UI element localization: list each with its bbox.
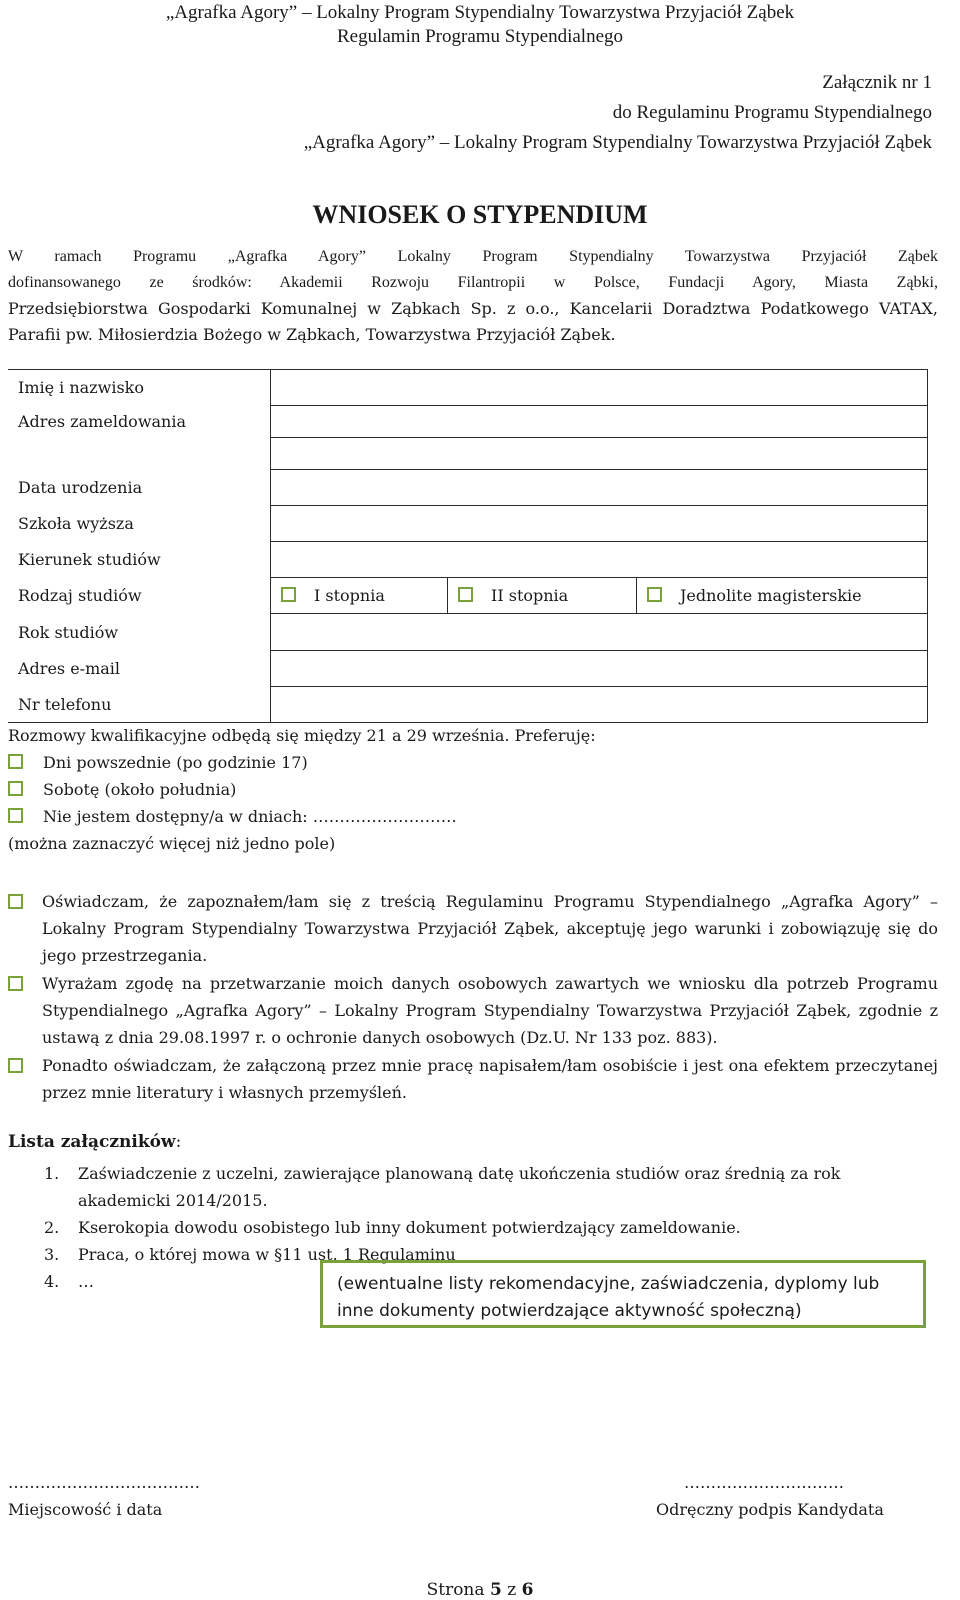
study-type-option-1[interactable] — [271, 578, 448, 614]
checkbox-icon[interactable] — [647, 587, 662, 602]
checkbox-icon[interactable] — [8, 781, 23, 796]
checkbox-icon[interactable] — [458, 587, 473, 602]
page-current: 5 — [489, 1580, 502, 1600]
attachments-heading — [8, 1132, 181, 1152]
email-label: Adres e-mail — [8, 651, 271, 687]
page-prefix: Strona — [426, 1580, 485, 1600]
phone-label: Nr telefonu — [8, 687, 271, 723]
checkbox-icon[interactable] — [8, 976, 23, 991]
declaration-text: Oświadczam, że zapoznałem/łam się z treścią Regulaminu Programu Stypendialnego „Agrafka Agory” – Lokalny Program Stypendialny Towarzystwa Przyjaciół Ząbek, akceptuję jego warunki i zobowiązuję się do jego przestrzegania. — [42, 892, 938, 965]
place-date-dots: ……………………………… — [8, 1473, 200, 1492]
document-header-subtitle: Regulamin Programu Stypendialnego — [336, 26, 623, 47]
interview-note: (można zaznaczyć więcej niż jedno pole) — [8, 834, 336, 853]
interview-option-unavailable[interactable] — [8, 807, 457, 826]
list-item-text: Zaświadczenie z uczelni, zawierające planowaną datę ukończenia studiów oraz średnią za rok akademicki 2014/2015. — [78, 1164, 841, 1210]
interview-option-label: Nie jestem dostępny/a w dniach: ……………………… — [43, 807, 457, 826]
study-type-option-3[interactable] — [637, 578, 928, 614]
school-field[interactable] — [271, 506, 928, 542]
list-item-number: 3. — [44, 1245, 60, 1264]
study-type-option-label: Jednolite magisterskie — [680, 586, 862, 605]
list-item — [44, 1160, 904, 1214]
attachment-program: „Agrafka Agory” – Lokalny Program Stypendialny Towarzystwa Przyjaciół Ząbek — [303, 132, 932, 153]
page-title: WNIOSEK O STYPENDIUM — [312, 200, 648, 229]
list-item-number: 1. — [44, 1164, 60, 1183]
checkbox-icon[interactable] — [8, 808, 23, 823]
study-type-option-label: I stopnia — [314, 586, 385, 605]
declaration-text: Wyrażam zgodę na przetwarzanie moich danych osobowych zawartych we wniosku dla potrzeb Programu Stypendialnego „Agrafka Agory” – Lokalny Program Stypendialny Towarzystwa Przyjaciół Ząbek, zgodnie z ustawą z dnia 29.08.1997 r. o ochronie danych osobowych (Dz.U. Nr 133 poz. 883). — [42, 974, 938, 1047]
email-field[interactable] — [271, 651, 928, 687]
declaration-text: Ponadto oświadczam, że załączoną przez mnie pracę napisałem/łam osobiście i jest ona efektem przeczytanej przez mnie literatury i własnych przemyśleń. — [42, 1056, 938, 1102]
intro-line: Przedsiębiorstwa Gospodarki Komunalnej w Ząbkach Sp. z o.o., Kancelarii Doradztwa Podatkowego VATAX, — [8, 299, 938, 318]
birth-date-label: Data urodzenia — [8, 470, 271, 506]
page-total: 6 — [521, 1580, 534, 1600]
attachments-note-box: (ewentualne listy rekomendacyjne, zaświadczenia, dyplomy lub inne dokumenty potwierdzające aktywność społeczną) — [320, 1260, 926, 1328]
application-form-table — [8, 369, 928, 723]
checkbox-icon[interactable] — [281, 587, 296, 602]
interview-option-weekdays[interactable] — [8, 753, 308, 772]
name-field[interactable] — [271, 370, 928, 406]
document-header-title: „Agrafka Agory” – Lokalny Program Stypendialny Towarzystwa Przyjaciół Ząbek — [165, 2, 795, 23]
checkbox-icon[interactable] — [8, 1058, 23, 1073]
intro-line: dofinansowanego ze środków: Akademii Rozwoju Filantropii w Polsce, Fundacji Agory, Miasta Ząbki, — [8, 274, 938, 291]
study-type-option-label: II stopnia — [491, 586, 569, 605]
intro-line: W ramach Programu „Agrafka Agory” Lokalny Program Stypendialny Towarzystwa Przyjaciół Ząbek — [8, 248, 938, 265]
attachments-title-colon: : — [175, 1132, 182, 1152]
field-of-study-field[interactable] — [271, 542, 928, 578]
attachments-title: Lista załączników — [8, 1132, 176, 1152]
birth-date-field[interactable] — [271, 470, 928, 506]
list-item-text: … — [78, 1272, 94, 1291]
name-label: Imię i nazwisko — [8, 370, 271, 406]
intro-paragraph — [8, 244, 938, 348]
study-type-option-2[interactable] — [448, 578, 637, 614]
address-field-line2[interactable] — [271, 438, 928, 470]
school-label: Szkoła wyższa — [8, 506, 271, 542]
interview-intro: Rozmowy kwalifikacyjne odbędą się między 21 a 29 września. Preferuję: — [8, 726, 596, 745]
checkbox-icon[interactable] — [8, 754, 23, 769]
list-item-number: 2. — [44, 1218, 60, 1237]
signature-dots: ………………………… — [684, 1473, 844, 1492]
study-year-field[interactable] — [271, 614, 928, 651]
study-year-label: Rok studiów — [8, 614, 271, 651]
interview-option-label: Dni powszednie (po godzinie 17) — [43, 753, 308, 772]
interview-option-saturday[interactable] — [8, 780, 236, 799]
phone-field[interactable] — [271, 687, 928, 723]
page-number — [0, 1580, 960, 1600]
list-item-number: 4. — [44, 1272, 60, 1291]
address-label: Adres zameldowania — [8, 406, 271, 438]
place-date-label: Miejscowość i data — [8, 1500, 163, 1519]
page-separator: z — [507, 1580, 517, 1600]
list-item — [44, 1214, 904, 1241]
study-type-label: Rodzaj studiów — [8, 578, 271, 614]
list-item-text: Kserokopia dowodu osobistego lub inny dokument potwierdzający zameldowanie. — [78, 1218, 741, 1237]
declaration-data-processing — [8, 970, 938, 1051]
field-of-study-label: Kierunek studiów — [8, 542, 271, 578]
declaration-authorship — [8, 1052, 938, 1106]
attachment-number: Załącznik nr 1 — [822, 72, 932, 93]
checkbox-icon[interactable] — [8, 894, 23, 909]
address-label-spacer — [8, 438, 271, 470]
address-field-line1[interactable] — [271, 406, 928, 438]
declaration-regulations — [8, 888, 938, 969]
interview-option-label: Sobotę (około południa) — [43, 780, 237, 799]
signature-label: Odręczny podpis Kandydata — [656, 1500, 884, 1519]
intro-line: Parafii pw. Miłosierdzia Bożego w Ząbkach, Towarzystwa Przyjaciół Ząbek. — [8, 325, 616, 344]
list-item-text: Praca, o której mowa w §11 ust. 1 Regulaminu — [78, 1245, 456, 1264]
attachment-regulation: do Regulaminu Programu Stypendialnego — [612, 102, 932, 123]
